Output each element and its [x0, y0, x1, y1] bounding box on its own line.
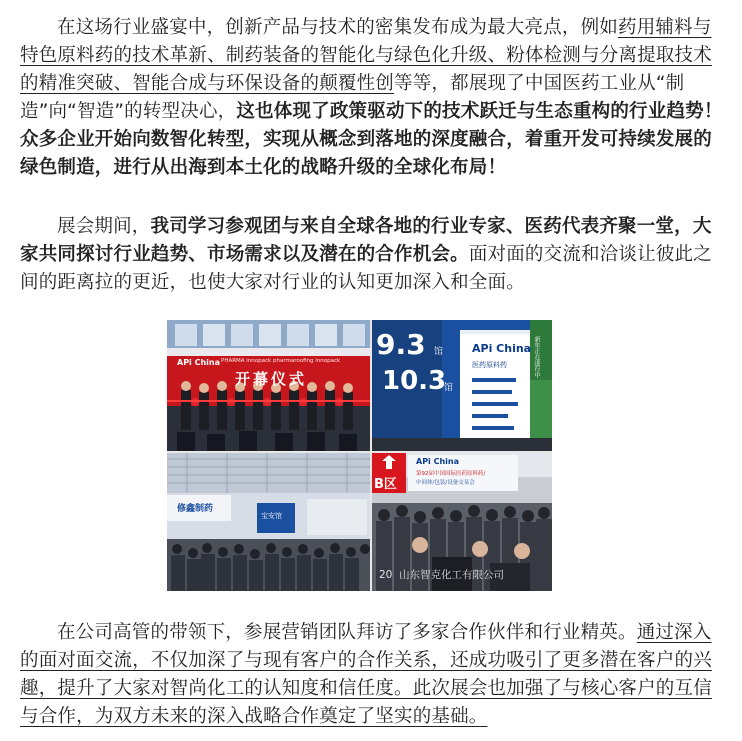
hall-suffix-left: 馆: [434, 347, 444, 357]
hall-number-right: 10.3: [382, 366, 447, 396]
watermark: [379, 567, 504, 582]
paragraph-visits: [20, 619, 726, 731]
sign-brand: APi China: [472, 342, 532, 355]
photo-collage: [167, 320, 552, 591]
hall-sign: 宝安馆: [261, 512, 282, 520]
paragraph-innovation: [20, 14, 726, 182]
sign-side: 新年正在进行中: [533, 336, 540, 378]
booth-name: 修鑫制药: [177, 504, 214, 514]
banner-brand: APi China: [177, 358, 220, 367]
banner-brand: APi China: [416, 457, 459, 466]
paragraph-text: 展会期间，: [57, 216, 151, 237]
zone-label: B区: [374, 477, 397, 492]
watermark-text: 山东智克化工有限公司: [399, 569, 505, 581]
sign-subtitle: 医药原料药: [472, 361, 507, 369]
photo-opening-ceremony: [167, 320, 370, 451]
banner-line-2: 中间体/包装/设备交易会: [416, 480, 475, 486]
bold-text: 这也体现了政策驱动下的技术跃迁与生态重构的行业趋势！众多企业开始向数智化转型，实现从概念到落地的深度融合，着重开发可持续发展的绿色制造，进行从出海到本土化的战略升级的全球化布局！: [20, 101, 723, 178]
banner-sponsors: PHARMA innopack pharmaroofing innopack: [221, 358, 341, 364]
banner-line-1: 第92届中国国际医药原料药/: [416, 471, 486, 477]
photo-hall-sign: [372, 320, 552, 451]
watermark-prefix: 20: [379, 569, 393, 581]
underlined-text: 通过深入的面对面交流，不仅加深了与现有客户的合作关系，还成功吸引了更多潜在客户的兴趣，提升了大家对智尚化工的认知度和信任度。此次展会也加强了与核心客户的互信与合作，为双方未来的深入战略合作奠定了坚实的基础。: [20, 622, 712, 727]
paragraph-exhibition: [20, 213, 726, 297]
bold-text: 我司学习参观团与来自全球各地的行业专家、医药代表齐聚一堂，大家共同探讨行业趋势、市场需求以及潜在的合作机会。: [20, 216, 712, 265]
paragraph-text: 在公司高管的带领下，参展营销团队拜访了多家合作伙伴和行业精英。: [57, 622, 637, 643]
banner-title: 开幕仪式: [235, 370, 308, 388]
hall-number-left: 9.3: [376, 328, 426, 361]
photo-exhibition-hall: [167, 453, 370, 591]
hall-suffix-right: 馆: [444, 383, 454, 393]
paragraph-text: 等等，都展现了中国医药工业从“制造”向“智造”的转型决心，: [20, 73, 685, 122]
underlined-text: 药用辅料与特色原料药的技术革新、制药装备的智能化与绿色化升级、粉体检测与分离提取技术的精准突破、智能合成与环保设备的颠覆性创: [20, 17, 712, 94]
paragraph-text: 在这场行业盛宴中，创新产品与技术的密集发布成为最大亮点，例如: [57, 17, 619, 38]
paragraph-text: 面对面的交流和洽谈让彼此之间的距离拉的更近，也使大家对行业的认知更加深入和全面。: [20, 244, 712, 293]
